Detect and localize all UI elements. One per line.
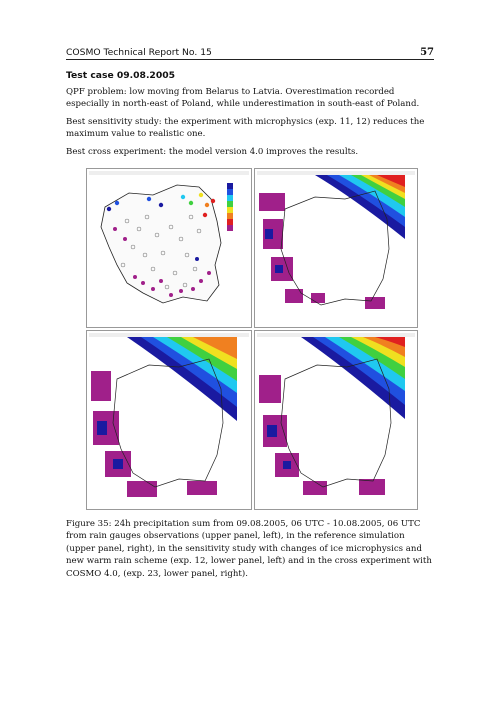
page-header xyxy=(66,42,434,58)
reference-simulation-graphic xyxy=(255,169,417,327)
report-title: COSMO Technical Report No. 15 xyxy=(66,47,212,58)
panel-sensitivity-exp12 xyxy=(86,330,252,510)
cross-experiment-graphic xyxy=(255,331,417,509)
paragraph-sensitivity: Best sensitivity study: the experiment with microphysics (exp. 11, 12) reduces the maximum value to realistic one. xyxy=(66,117,425,140)
paragraph-cross: Best cross experiment: the model version 4.0 improves the results. xyxy=(66,147,359,157)
panel-cross-experiment-cosmo40 xyxy=(254,330,418,510)
panel-reference-simulation xyxy=(254,168,418,328)
paragraph-qpf: QPF problem: low moving from Belarus to Latvia. Overestimation recorded especially in north-east of Poland, while underestimation in south-east of Poland. xyxy=(66,87,420,110)
figure-35 xyxy=(86,168,416,508)
sensitivity-exp12-graphic xyxy=(87,331,251,509)
page-number: 57 xyxy=(420,47,434,58)
observations-map-graphic xyxy=(87,169,251,327)
figure-caption: Figure 35: 24h precipitation sum from 09.08.2005, 06 UTC - 10.08.2005, 06 UTC from rain gauges observations (upper panel, left), in the reference simulation (upper panel, right), in the sensitivity study with changes of ice microphysics and new warm rain scheme (exp. 12, lower panel, left) and in the cross experiment with COSMO 4.0, (exp. 23, lower panel, right). xyxy=(66,519,432,579)
header-rule xyxy=(66,59,434,60)
panel-observations-map xyxy=(86,168,252,328)
section-title: Test case 09.08.2005 xyxy=(66,70,176,81)
